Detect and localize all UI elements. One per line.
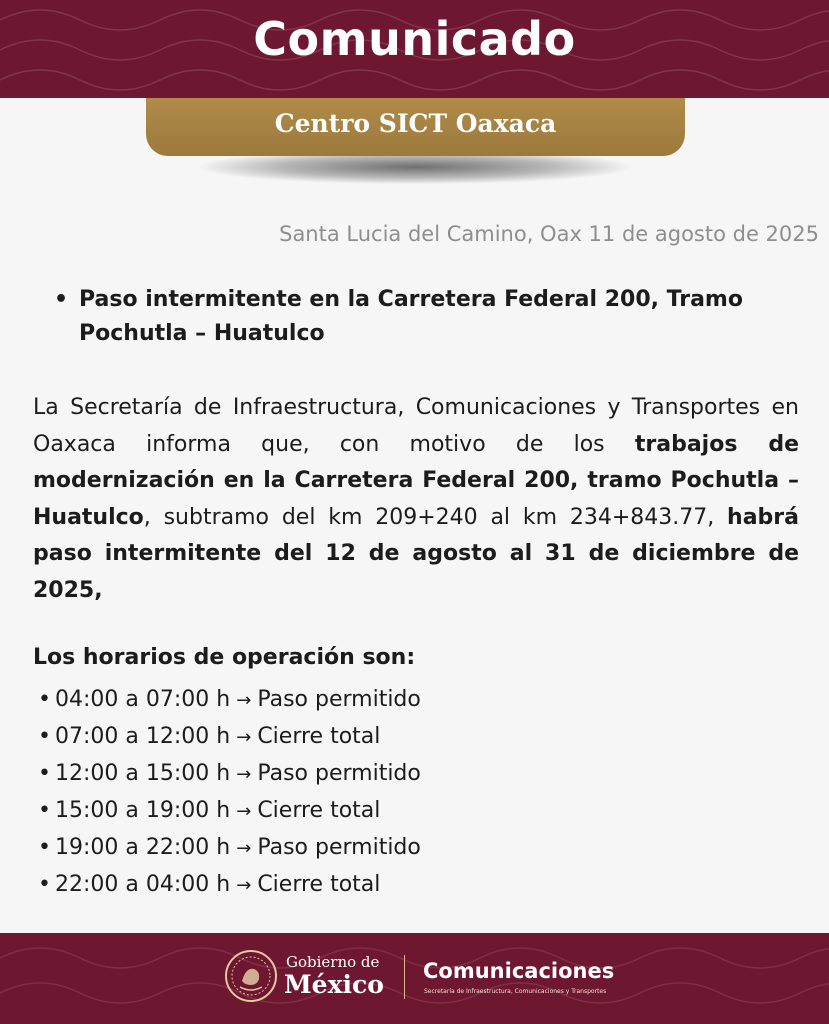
national-seal-icon	[224, 949, 278, 1003]
schedule-list	[38, 681, 421, 903]
schedule-item	[38, 718, 421, 755]
paragraph-text-1: La Secretaría de Infraestructura, Comunicaciones y Transportes en Oaxaca informa que, con motivo de los	[33, 395, 799, 457]
subtitle-label: Centro SICT Oaxaca	[274, 109, 557, 138]
body-paragraph	[33, 390, 799, 609]
footer-divider	[404, 955, 405, 999]
arrow-right-icon: →	[236, 690, 252, 711]
arrow-right-icon: →	[236, 838, 252, 859]
schedule-status: Cierre total	[257, 872, 381, 897]
bullet-dot: •	[38, 687, 51, 712]
header-banner	[0, 0, 829, 98]
bullet-dot: •	[38, 872, 51, 897]
schedule-item	[38, 792, 421, 829]
schedule-item	[38, 755, 421, 792]
schedule-status: Cierre total	[257, 798, 381, 823]
gobierno-small-text: Gobierno de	[286, 953, 380, 971]
schedule-status: Paso permitido	[257, 687, 421, 712]
gobierno-big-text: México	[284, 970, 384, 999]
subtitle-ribbon	[146, 98, 685, 156]
footer-banner	[0, 933, 829, 1024]
schedule-status: Paso permitido	[257, 761, 421, 786]
schedule-title: Los horarios de operación son:	[33, 645, 416, 670]
bullet-dot: •	[54, 287, 69, 312]
bullet-dot: •	[38, 835, 51, 860]
schedule-item	[38, 829, 421, 866]
schedule-time: 07:00 a 12:00 h	[55, 724, 231, 749]
arrow-right-icon: →	[236, 727, 252, 748]
schedule-status: Paso permitido	[257, 835, 421, 860]
paragraph-bold-2: habrá paso intermitente del 12 de agosto al 31 de diciembre de 2025,	[33, 504, 799, 603]
schedule-time: 15:00 a 19:00 h	[55, 798, 231, 823]
schedule-status: Cierre total	[257, 724, 381, 749]
schedule-time: 19:00 a 22:00 h	[55, 835, 231, 860]
schedule-item	[38, 866, 421, 903]
bullet-heading	[54, 283, 799, 351]
arrow-right-icon: →	[236, 875, 252, 896]
schedule-time: 22:00 a 04:00 h	[55, 872, 231, 897]
footer-pattern	[0, 933, 829, 1024]
schedule-time: 04:00 a 07:00 h	[55, 687, 231, 712]
arrow-right-icon: →	[236, 764, 252, 785]
page-title: Comunicado	[253, 12, 576, 66]
arrow-right-icon: →	[236, 801, 252, 822]
dependency-name: Comunicaciones	[423, 959, 615, 983]
bullet-dot: •	[38, 724, 51, 749]
dateline: Santa Lucia del Camino, Oax 11 de agosto de 2025	[279, 222, 819, 246]
bullet-heading-text: Paso intermitente en la Carretera Federal 200, Tramo Pochutla – Huatulco	[79, 287, 743, 346]
paragraph-text-2: , subtramo del km 209+240 al km 234+843.77,	[143, 504, 728, 530]
bullet-dot: •	[38, 761, 51, 786]
schedule-time: 12:00 a 15:00 h	[55, 761, 231, 786]
dependency-subtitle: Secretaría de Infraestructura, Comunicaciones y Transportes	[424, 988, 607, 995]
schedule-item	[38, 681, 421, 718]
paragraph-bold-1: trabajos de modernización en la Carretera Federal 200, tramo Pochutla – Huatulco	[33, 431, 799, 530]
bullet-dot: •	[38, 798, 51, 823]
